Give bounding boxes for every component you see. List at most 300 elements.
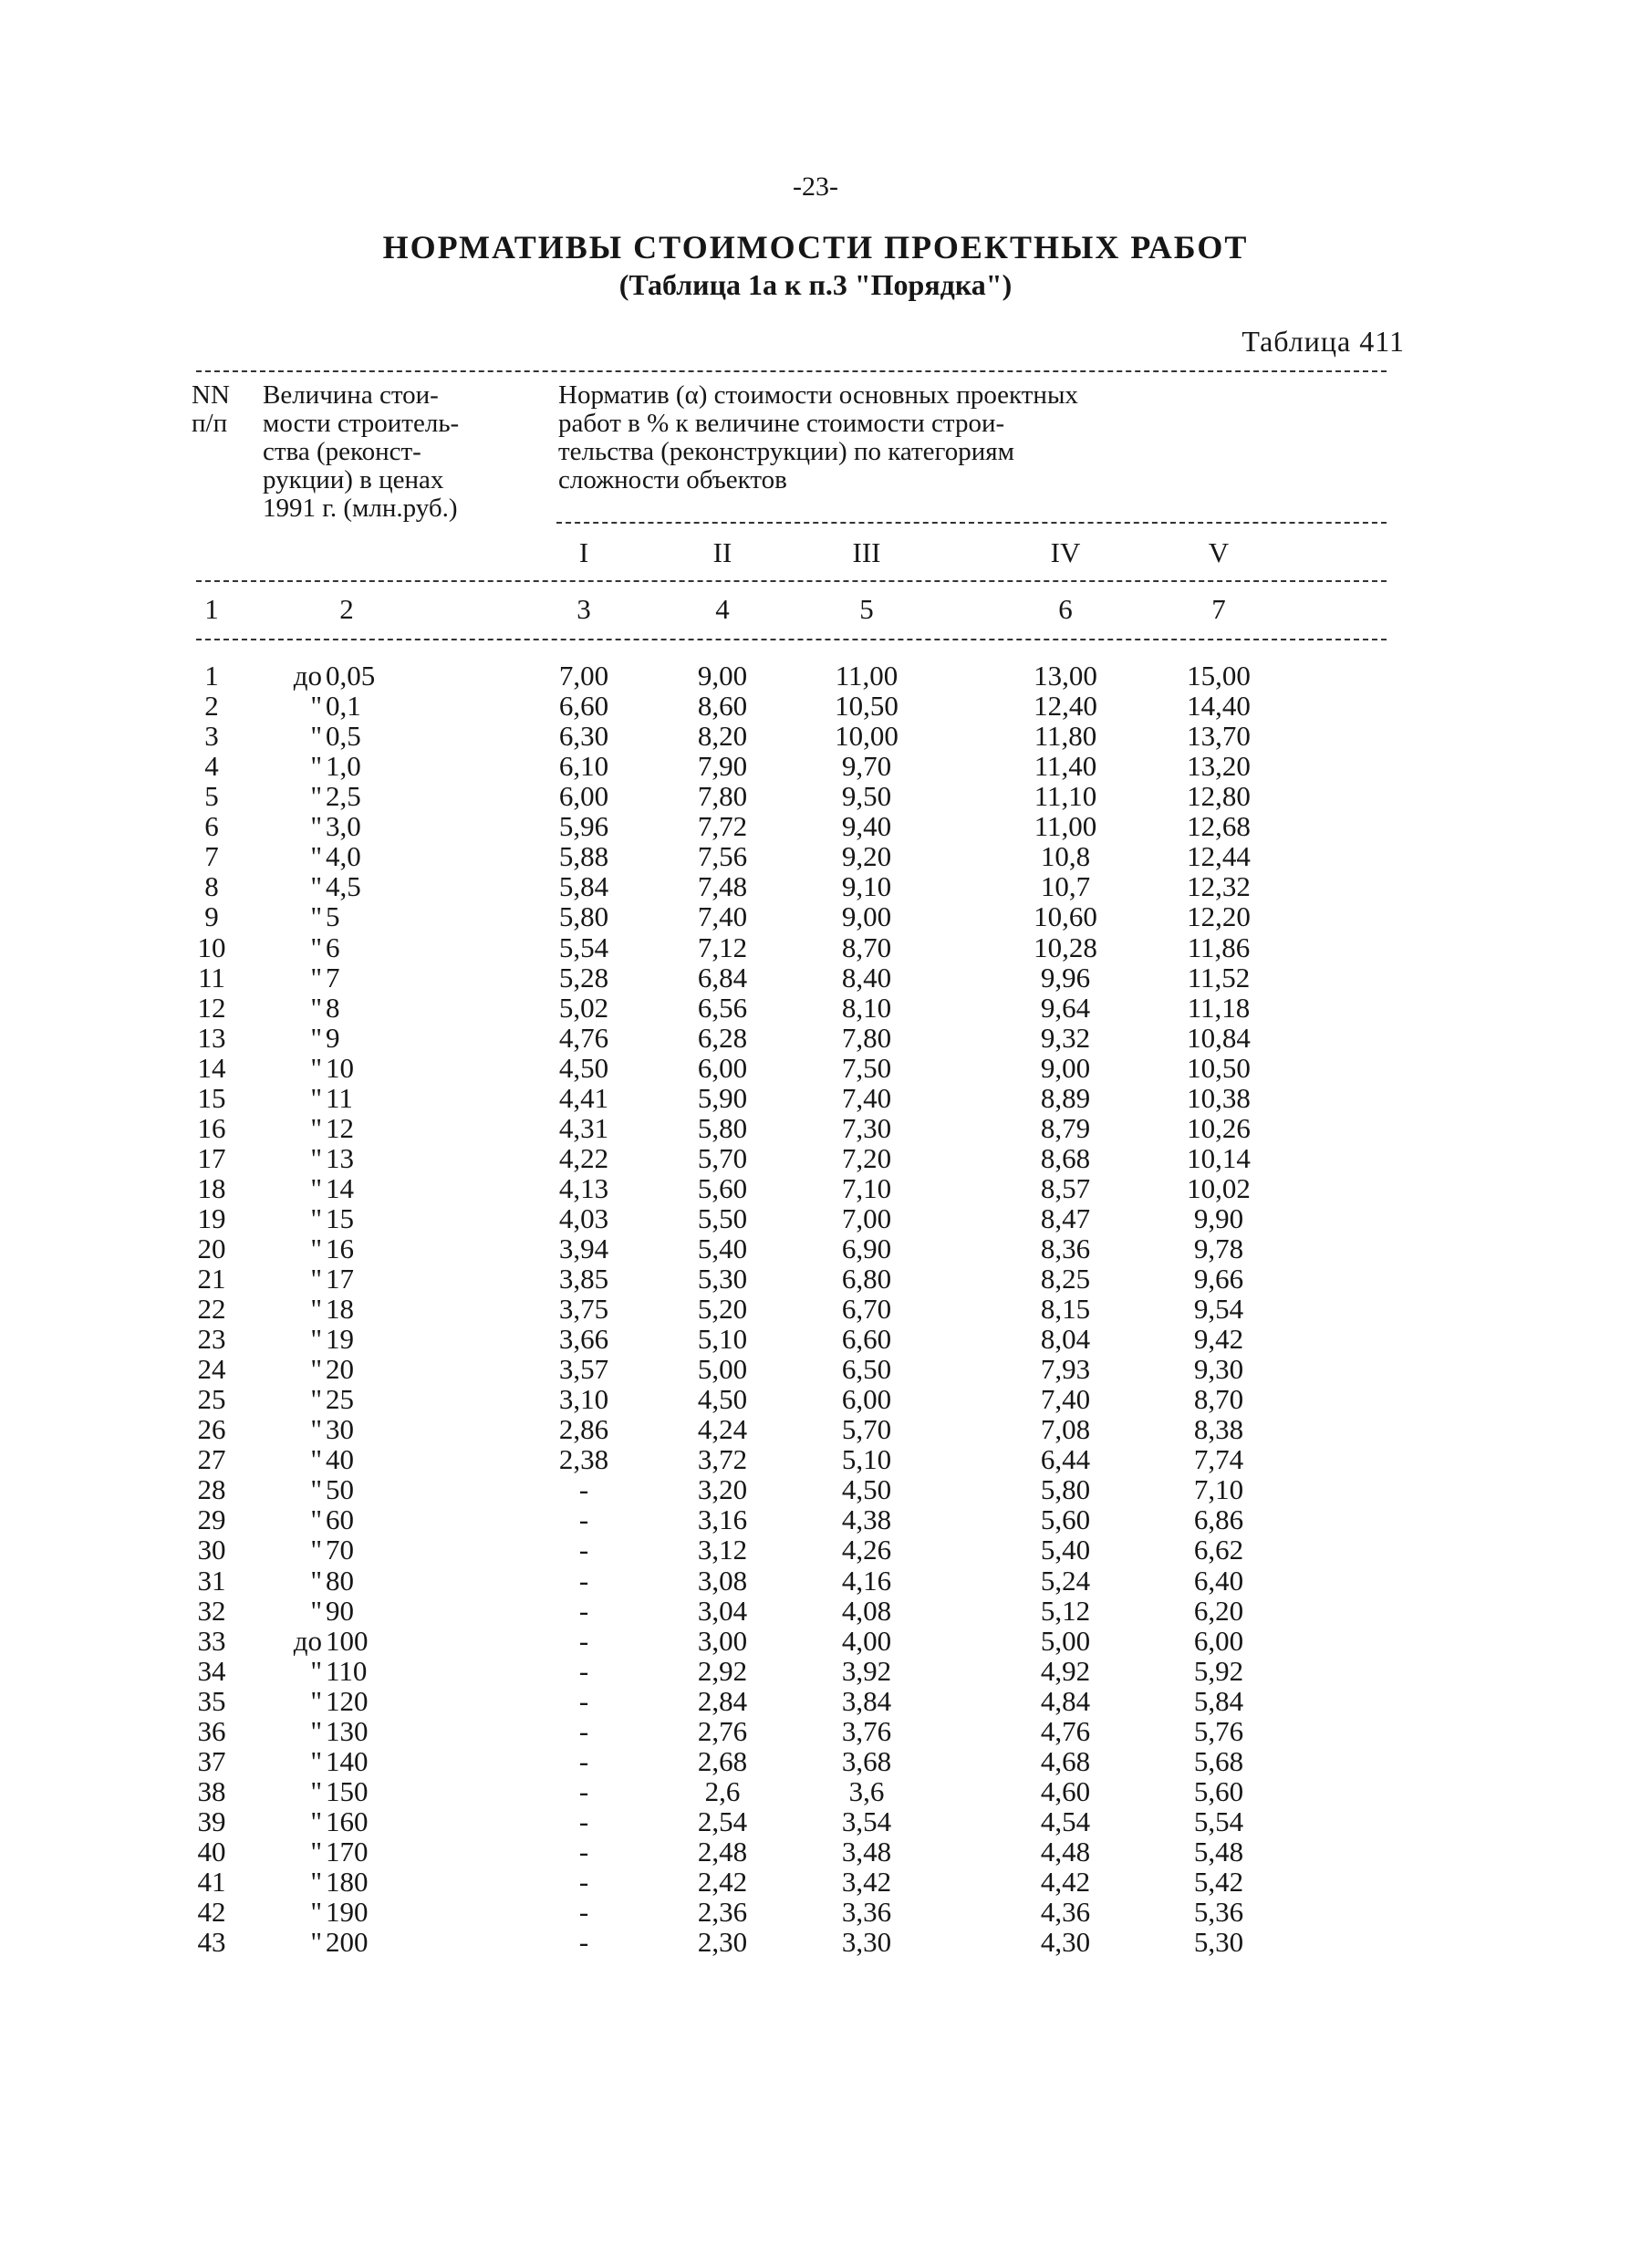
norm-cat-v: 11,52 bbox=[1187, 961, 1251, 994]
table-top-rule bbox=[196, 370, 1387, 372]
norm-cat-iv: 4,76 bbox=[1040, 1714, 1091, 1747]
norm-cat-ii: 3,04 bbox=[697, 1594, 748, 1627]
norm-cat-ii: 2,84 bbox=[697, 1684, 748, 1717]
norm-cat-ii: 5,10 bbox=[697, 1323, 748, 1356]
ditto-mark: " bbox=[310, 690, 322, 722]
column-number-5: 5 bbox=[859, 593, 874, 625]
norm-cat-v: 9,42 bbox=[1193, 1323, 1244, 1356]
norm-cat-i: - bbox=[578, 1774, 589, 1807]
norm-cat-v: 5,68 bbox=[1193, 1744, 1244, 1777]
norm-cat-ii: 5,20 bbox=[697, 1293, 748, 1325]
norm-cat-iii: 8,40 bbox=[841, 961, 892, 994]
row-number: 18 bbox=[197, 1171, 226, 1204]
table-row bbox=[0, 1023, 1631, 1053]
cost-value: 30 bbox=[326, 1413, 354, 1446]
norm-cat-iv: 8,36 bbox=[1040, 1232, 1091, 1264]
norm-cat-v: 15,00 bbox=[1187, 660, 1251, 692]
norm-cat-iii: 7,30 bbox=[841, 1111, 892, 1144]
header-norm bbox=[558, 381, 1078, 494]
cost-value: 120 bbox=[326, 1684, 369, 1717]
norm-cat-iii: 7,50 bbox=[841, 1051, 892, 1084]
table-row bbox=[0, 811, 1631, 841]
norm-cat-v: 12,32 bbox=[1187, 870, 1251, 903]
norm-cat-iii: 9,70 bbox=[841, 750, 892, 783]
norm-cat-iv: 8,47 bbox=[1040, 1202, 1091, 1234]
norm-cat-v: 8,70 bbox=[1193, 1383, 1244, 1416]
norm-cat-iv: 8,25 bbox=[1040, 1263, 1091, 1295]
table-row bbox=[0, 1474, 1631, 1504]
ditto-mark: " bbox=[310, 1654, 322, 1687]
cost-value: 0,05 bbox=[326, 660, 376, 692]
ditto-mark: " bbox=[310, 840, 322, 873]
norm-cat-i: 4,50 bbox=[558, 1051, 609, 1084]
column-numbers-rule bbox=[196, 639, 1387, 640]
norm-cat-v: 13,70 bbox=[1187, 720, 1251, 753]
norm-cat-iii: 3,6 bbox=[848, 1774, 885, 1807]
norm-cat-iv: 13,00 bbox=[1034, 660, 1097, 692]
norm-cat-v: 5,92 bbox=[1193, 1654, 1244, 1687]
category-ii: II bbox=[712, 536, 732, 568]
table-row bbox=[0, 993, 1631, 1023]
norm-cat-i: - bbox=[578, 1866, 589, 1898]
table-row bbox=[0, 1294, 1631, 1324]
category-i: I bbox=[578, 536, 589, 568]
norm-cat-iv: 9,64 bbox=[1040, 991, 1091, 1024]
cost-value: 20 bbox=[326, 1353, 354, 1386]
norm-cat-iv: 4,60 bbox=[1040, 1774, 1091, 1807]
norm-cat-i: 5,80 bbox=[558, 900, 609, 933]
norm-cat-ii: 2,54 bbox=[697, 1805, 748, 1837]
page-number: -23- bbox=[793, 172, 838, 202]
norm-cat-iii: 4,08 bbox=[841, 1594, 892, 1627]
norm-cat-ii: 3,08 bbox=[697, 1564, 748, 1597]
ditto-mark: " bbox=[310, 1443, 322, 1476]
table-row bbox=[0, 1535, 1631, 1565]
table-row bbox=[0, 1566, 1631, 1596]
ditto-mark: " bbox=[310, 1684, 322, 1717]
norm-cat-i: - bbox=[578, 1835, 589, 1867]
norm-cat-iv: 8,57 bbox=[1040, 1171, 1091, 1204]
table-row bbox=[0, 1083, 1631, 1113]
norm-cat-i: 4,41 bbox=[558, 1081, 609, 1114]
ditto-mark: " bbox=[310, 1744, 322, 1777]
norm-cat-iii: 10,50 bbox=[835, 690, 899, 722]
norm-cat-v: 9,54 bbox=[1193, 1293, 1244, 1325]
norm-cat-ii: 2,42 bbox=[697, 1866, 748, 1898]
norm-cat-iii: 3,92 bbox=[841, 1654, 892, 1687]
norm-cat-iv: 4,48 bbox=[1040, 1835, 1091, 1867]
norm-cat-i: 3,66 bbox=[558, 1323, 609, 1356]
norm-cat-v: 5,48 bbox=[1193, 1835, 1244, 1867]
ditto-mark: " bbox=[310, 870, 322, 903]
ditto-mark: до bbox=[293, 1624, 322, 1657]
norm-cat-v: 5,84 bbox=[1193, 1684, 1244, 1717]
table-row bbox=[0, 1596, 1631, 1626]
norm-cat-v: 5,60 bbox=[1193, 1774, 1244, 1807]
table-row bbox=[0, 1656, 1631, 1686]
norm-cat-iii: 7,10 bbox=[841, 1171, 892, 1204]
header-cost bbox=[263, 381, 459, 523]
row-number: 42 bbox=[197, 1896, 226, 1929]
cost-value: 160 bbox=[326, 1805, 369, 1837]
norm-cat-ii: 4,50 bbox=[697, 1383, 748, 1416]
document-title: НОРМАТИВЫ СТОИМОСТИ ПРОЕКТНЫХ РАБОТ bbox=[382, 229, 1249, 265]
cost-value: 110 bbox=[326, 1654, 368, 1687]
row-number: 1 bbox=[204, 660, 219, 692]
cost-value: 150 bbox=[326, 1774, 369, 1807]
table-row bbox=[0, 1836, 1631, 1867]
norm-cat-ii: 7,56 bbox=[697, 840, 748, 873]
norm-cat-iv: 4,84 bbox=[1040, 1684, 1091, 1717]
norm-cat-ii: 2,6 bbox=[704, 1774, 741, 1807]
row-number: 13 bbox=[197, 1021, 226, 1054]
table-row bbox=[0, 661, 1631, 691]
cost-value: 4,0 bbox=[326, 840, 361, 873]
norm-cat-i: 6,00 bbox=[558, 780, 609, 813]
norm-cat-iv: 5,24 bbox=[1040, 1564, 1091, 1597]
norm-cat-iv: 5,40 bbox=[1040, 1534, 1091, 1566]
norm-cat-iv: 5,12 bbox=[1040, 1594, 1091, 1627]
row-number: 25 bbox=[197, 1383, 226, 1416]
norm-cat-v: 6,40 bbox=[1193, 1564, 1244, 1597]
header-cost-line: Величина стои- bbox=[263, 380, 439, 410]
norm-cat-ii: 6,84 bbox=[697, 961, 748, 994]
norm-cat-i: 4,13 bbox=[558, 1171, 609, 1204]
norm-cat-i: - bbox=[578, 1473, 589, 1506]
row-number: 24 bbox=[197, 1353, 226, 1386]
cost-value: 3,0 bbox=[326, 810, 361, 843]
ditto-mark: " bbox=[310, 1141, 322, 1174]
cost-value: 180 bbox=[326, 1866, 369, 1898]
ditto-mark: " bbox=[310, 900, 322, 933]
row-number: 9 bbox=[204, 900, 219, 933]
norm-cat-ii: 2,92 bbox=[697, 1654, 748, 1687]
row-number: 6 bbox=[204, 810, 219, 843]
norm-cat-iv: 8,68 bbox=[1040, 1141, 1091, 1174]
norm-cat-v: 5,54 bbox=[1193, 1805, 1244, 1837]
ditto-mark: " bbox=[310, 1564, 322, 1597]
table-row bbox=[0, 1927, 1631, 1957]
norm-cat-i: - bbox=[578, 1744, 589, 1777]
norm-cat-ii: 6,00 bbox=[697, 1051, 748, 1084]
norm-cat-i: 6,30 bbox=[558, 720, 609, 753]
table-row bbox=[0, 1384, 1631, 1414]
norm-cat-iii: 6,00 bbox=[841, 1383, 892, 1416]
norm-cat-i: - bbox=[578, 1654, 589, 1687]
ditto-mark: " bbox=[310, 1263, 322, 1295]
cost-value: 7 bbox=[326, 961, 340, 994]
ditto-mark: " bbox=[310, 1021, 322, 1054]
header-cost-line: мости строитель- bbox=[263, 409, 460, 438]
norm-cat-iv: 10,28 bbox=[1034, 931, 1097, 963]
cost-value: 40 bbox=[326, 1443, 354, 1476]
table-row bbox=[0, 751, 1631, 781]
norm-cat-iv: 9,32 bbox=[1040, 1021, 1091, 1054]
ditto-mark: " bbox=[310, 1111, 322, 1144]
table-row bbox=[0, 781, 1631, 811]
cost-value: 19 bbox=[326, 1323, 354, 1356]
norm-cat-iii: 6,90 bbox=[841, 1232, 892, 1264]
cost-value: 10 bbox=[326, 1051, 354, 1084]
cost-value: 1,0 bbox=[326, 750, 361, 783]
cost-value: 8 bbox=[326, 991, 340, 1024]
norm-cat-v: 11,86 bbox=[1187, 931, 1251, 963]
column-number-6: 6 bbox=[1058, 593, 1073, 625]
norm-cat-ii: 5,60 bbox=[697, 1171, 748, 1204]
norm-cat-ii: 4,24 bbox=[697, 1413, 748, 1446]
row-number: 36 bbox=[197, 1714, 226, 1747]
norm-cat-iii: 9,40 bbox=[841, 810, 892, 843]
norm-cat-ii: 7,80 bbox=[697, 780, 748, 813]
row-number: 11 bbox=[198, 961, 225, 994]
row-number: 21 bbox=[197, 1263, 226, 1295]
norm-cat-ii: 5,00 bbox=[697, 1353, 748, 1386]
norm-cat-v: 9,66 bbox=[1193, 1263, 1244, 1295]
norm-cat-ii: 2,48 bbox=[697, 1835, 748, 1867]
norm-cat-v: 6,62 bbox=[1193, 1534, 1244, 1566]
norm-cat-ii: 5,80 bbox=[697, 1111, 748, 1144]
norm-cat-v: 9,30 bbox=[1193, 1353, 1244, 1386]
norm-cat-i: 6,10 bbox=[558, 750, 609, 783]
cost-value: 80 bbox=[326, 1564, 354, 1597]
table-row bbox=[0, 1686, 1631, 1716]
table-row bbox=[0, 962, 1631, 993]
table-row bbox=[0, 1113, 1631, 1143]
cost-value: 12 bbox=[326, 1111, 354, 1144]
norm-cat-i: 3,10 bbox=[558, 1383, 609, 1416]
norm-cat-iii: 9,50 bbox=[841, 780, 892, 813]
table-row bbox=[0, 901, 1631, 931]
norm-cat-v: 10,26 bbox=[1187, 1111, 1251, 1144]
norm-cat-i: - bbox=[578, 1594, 589, 1627]
row-number: 14 bbox=[197, 1051, 226, 1084]
norm-cat-iv: 4,42 bbox=[1040, 1866, 1091, 1898]
ditto-mark: " bbox=[310, 1293, 322, 1325]
row-number: 33 bbox=[197, 1624, 226, 1657]
norm-cat-ii: 2,36 bbox=[697, 1896, 748, 1929]
row-number: 4 bbox=[204, 750, 219, 783]
norm-cat-v: 13,20 bbox=[1187, 750, 1251, 783]
header-cost-line: 1991 г. (млн.руб.) bbox=[263, 494, 458, 523]
norm-cat-i: 5,88 bbox=[558, 840, 609, 873]
table-row bbox=[0, 1233, 1631, 1264]
norm-cat-iv: 9,00 bbox=[1040, 1051, 1091, 1084]
table-row bbox=[0, 1264, 1631, 1294]
norm-cat-iii: 7,40 bbox=[841, 1081, 892, 1114]
norm-cat-iii: 7,80 bbox=[841, 1021, 892, 1054]
norm-cat-v: 14,40 bbox=[1187, 690, 1251, 722]
norm-cat-ii: 3,72 bbox=[697, 1443, 748, 1476]
norm-cat-i: 4,03 bbox=[558, 1202, 609, 1234]
norm-cat-ii: 7,12 bbox=[697, 931, 748, 963]
ditto-mark: " bbox=[310, 1051, 322, 1084]
cost-value: 18 bbox=[326, 1293, 354, 1325]
norm-cat-iii: 4,00 bbox=[841, 1624, 892, 1657]
cost-value: 11 bbox=[326, 1081, 353, 1114]
header-cost-line: ства (реконст- bbox=[263, 437, 421, 466]
norm-cat-v: 10,02 bbox=[1187, 1171, 1251, 1204]
norm-cat-ii: 6,28 bbox=[697, 1021, 748, 1054]
norm-cat-ii: 2,76 bbox=[697, 1714, 748, 1747]
table-row bbox=[0, 1504, 1631, 1535]
table-row bbox=[0, 1746, 1631, 1776]
cost-value: 100 bbox=[326, 1624, 369, 1657]
norm-cat-i: 5,02 bbox=[558, 991, 609, 1024]
norm-cat-iv: 12,40 bbox=[1034, 690, 1097, 722]
cost-value: 190 bbox=[326, 1896, 369, 1929]
row-number: 7 bbox=[204, 840, 219, 873]
cost-value: 170 bbox=[326, 1835, 369, 1867]
row-number: 34 bbox=[197, 1654, 226, 1687]
ditto-mark: " bbox=[310, 1896, 322, 1929]
table-row bbox=[0, 1444, 1631, 1474]
ditto-mark: " bbox=[310, 1594, 322, 1627]
norm-cat-ii: 6,56 bbox=[697, 991, 748, 1024]
table-row bbox=[0, 1776, 1631, 1806]
ditto-mark: " bbox=[310, 1413, 322, 1446]
norm-cat-i: - bbox=[578, 1926, 589, 1959]
norm-cat-i: 5,28 bbox=[558, 961, 609, 994]
norm-cat-v: 12,44 bbox=[1187, 840, 1251, 873]
row-number: 40 bbox=[197, 1835, 226, 1867]
row-number: 39 bbox=[197, 1805, 226, 1837]
norm-cat-iv: 4,54 bbox=[1040, 1805, 1091, 1837]
ditto-mark: " bbox=[310, 1081, 322, 1114]
norm-cat-ii: 3,12 bbox=[697, 1534, 748, 1566]
norm-cat-iv: 10,60 bbox=[1034, 900, 1097, 933]
ditto-mark: " bbox=[310, 931, 322, 963]
norm-cat-iii: 9,00 bbox=[841, 900, 892, 933]
table-row bbox=[0, 691, 1631, 721]
norm-cat-v: 12,80 bbox=[1187, 780, 1251, 813]
norm-cat-v: 5,42 bbox=[1193, 1866, 1244, 1898]
category-v: V bbox=[1208, 536, 1230, 568]
header-norm-line: сложности объектов bbox=[558, 465, 787, 494]
ditto-mark: " bbox=[310, 1805, 322, 1837]
row-number: 26 bbox=[197, 1413, 226, 1446]
row-number: 35 bbox=[197, 1684, 226, 1717]
norm-cat-i: 5,96 bbox=[558, 810, 609, 843]
norm-cat-i: 2,86 bbox=[558, 1413, 609, 1446]
norm-cat-iv: 4,36 bbox=[1040, 1896, 1091, 1929]
norm-cat-v: 12,20 bbox=[1187, 900, 1251, 933]
norm-cat-ii: 5,70 bbox=[697, 1141, 748, 1174]
cost-value: 4,5 bbox=[326, 870, 361, 903]
norm-cat-iii: 3,48 bbox=[841, 1835, 892, 1867]
column-number-4: 4 bbox=[715, 593, 730, 625]
norm-cat-i: 3,75 bbox=[558, 1293, 609, 1325]
table-row bbox=[0, 1203, 1631, 1233]
cost-value: 0,5 bbox=[326, 720, 361, 753]
cost-value: 130 bbox=[326, 1714, 369, 1747]
norm-cat-v: 11,18 bbox=[1187, 991, 1251, 1024]
header-bottom-rule bbox=[196, 580, 1387, 582]
norm-cat-v: 10,38 bbox=[1187, 1081, 1251, 1114]
norm-cat-iv: 10,8 bbox=[1040, 840, 1091, 873]
table-row bbox=[0, 1716, 1631, 1746]
ditto-mark: " bbox=[310, 1714, 322, 1747]
norm-cat-iv: 10,7 bbox=[1040, 870, 1091, 903]
norm-cat-ii: 5,40 bbox=[697, 1232, 748, 1264]
row-number: 3 bbox=[204, 720, 219, 753]
ditto-mark: " bbox=[310, 1171, 322, 1204]
column-number-2: 2 bbox=[339, 593, 354, 625]
row-number: 19 bbox=[197, 1202, 226, 1234]
norm-cat-iv: 5,00 bbox=[1040, 1624, 1091, 1657]
norm-cat-iii: 10,00 bbox=[835, 720, 899, 753]
row-number: 29 bbox=[197, 1503, 226, 1536]
norm-cat-iii: 6,80 bbox=[841, 1263, 892, 1295]
norm-cat-iii: 4,50 bbox=[841, 1473, 892, 1506]
norm-cat-iv: 4,92 bbox=[1040, 1654, 1091, 1687]
header-nn bbox=[192, 381, 230, 438]
cost-value: 25 bbox=[326, 1383, 354, 1416]
cost-value: 70 bbox=[326, 1534, 354, 1566]
norm-cat-v: 10,84 bbox=[1187, 1021, 1251, 1054]
norm-cat-iv: 7,40 bbox=[1040, 1383, 1091, 1416]
norm-cat-iv: 11,10 bbox=[1034, 780, 1097, 813]
table-row bbox=[0, 1173, 1631, 1203]
norm-cat-iii: 3,42 bbox=[841, 1866, 892, 1898]
row-number: 20 bbox=[197, 1232, 226, 1264]
norm-cat-iv: 6,44 bbox=[1040, 1443, 1091, 1476]
row-number: 27 bbox=[197, 1443, 226, 1476]
category-iii: III bbox=[852, 536, 881, 568]
norm-cat-ii: 3,20 bbox=[697, 1473, 748, 1506]
cost-value: 15 bbox=[326, 1202, 354, 1234]
table-row bbox=[0, 1806, 1631, 1836]
norm-cat-i: - bbox=[578, 1896, 589, 1929]
norm-cat-iv: 4,68 bbox=[1040, 1744, 1091, 1777]
cost-value: 9 bbox=[326, 1021, 340, 1054]
norm-cat-v: 6,20 bbox=[1193, 1594, 1244, 1627]
norm-cat-v: 7,74 bbox=[1193, 1443, 1244, 1476]
cost-value: 13 bbox=[326, 1141, 354, 1174]
norm-cat-ii: 5,90 bbox=[697, 1081, 748, 1114]
norm-cat-v: 10,50 bbox=[1187, 1051, 1251, 1084]
norm-cat-ii: 5,50 bbox=[697, 1202, 748, 1234]
cost-value: 200 bbox=[326, 1926, 369, 1959]
norm-cat-iii: 7,00 bbox=[841, 1202, 892, 1234]
row-number: 10 bbox=[197, 931, 226, 963]
ditto-mark: " bbox=[310, 1534, 322, 1566]
cost-value: 60 bbox=[326, 1503, 354, 1536]
cost-value: 2,5 bbox=[326, 780, 361, 813]
row-number: 22 bbox=[197, 1293, 226, 1325]
norm-cat-iii: 6,50 bbox=[841, 1353, 892, 1386]
ditto-mark: " bbox=[310, 991, 322, 1024]
norm-cat-ii: 7,72 bbox=[697, 810, 748, 843]
row-number: 8 bbox=[204, 870, 219, 903]
table-row bbox=[0, 1324, 1631, 1354]
ditto-mark: " bbox=[310, 810, 322, 843]
norm-cat-i: - bbox=[578, 1534, 589, 1566]
cost-value: 140 bbox=[326, 1744, 369, 1777]
table-row bbox=[0, 932, 1631, 962]
row-number: 41 bbox=[197, 1866, 226, 1898]
norm-cat-ii: 7,40 bbox=[697, 900, 748, 933]
header-norm-line: Норматив (α) стоимости основных проектных bbox=[558, 380, 1078, 410]
ditto-mark: " bbox=[310, 1383, 322, 1416]
norm-cat-v: 5,36 bbox=[1193, 1896, 1244, 1929]
table-label: Таблица 411 bbox=[1241, 325, 1405, 358]
row-number: 31 bbox=[197, 1564, 226, 1597]
norm-cat-iii: 5,70 bbox=[841, 1413, 892, 1446]
norm-cat-ii: 8,60 bbox=[697, 690, 748, 722]
norm-cat-v: 5,30 bbox=[1193, 1926, 1244, 1959]
norm-cat-ii: 3,16 bbox=[697, 1503, 748, 1536]
norm-cat-ii: 3,00 bbox=[697, 1624, 748, 1657]
